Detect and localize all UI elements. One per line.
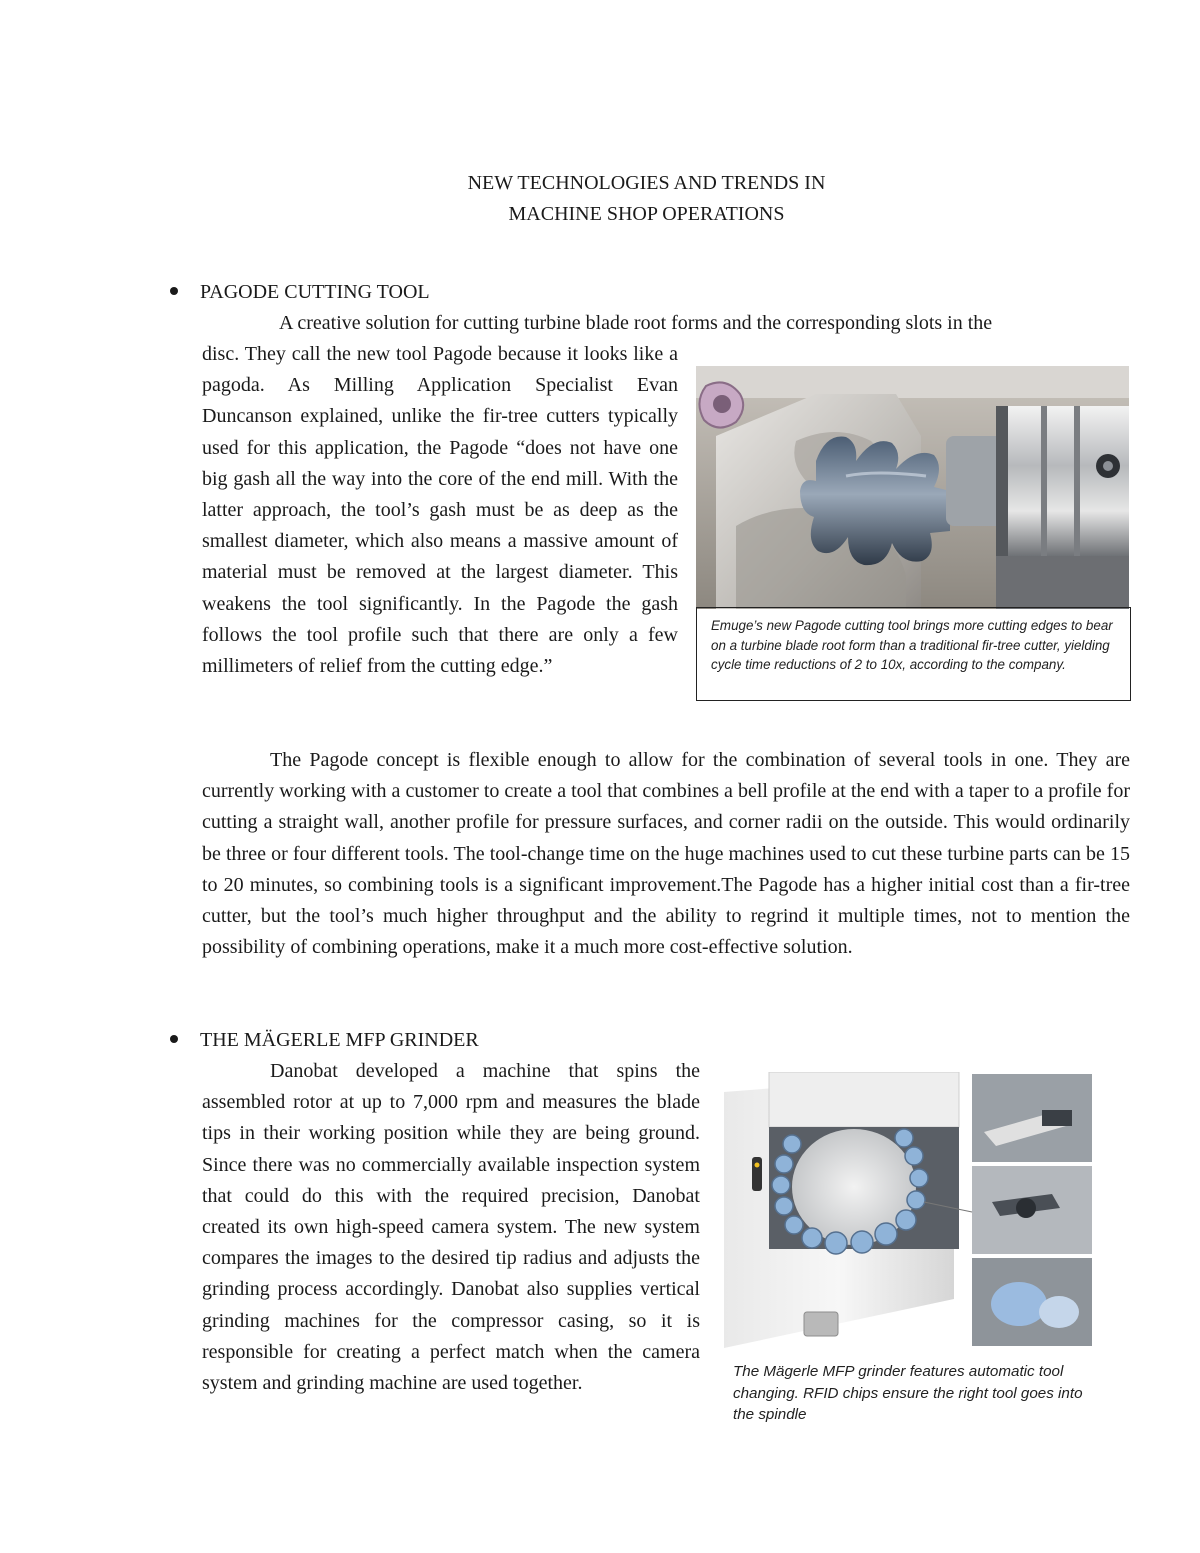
pagode-figure-caption: Emuge’s new Pagode cutting tool brings more cutting edges to bear on a turbine blade root form than a traditional fir-tree cutter, yielding cycle time reductions of 2 to 10x, according to the company. (696, 607, 1131, 701)
section-heading-text: PAGODE CUTTING TOOL (200, 281, 430, 303)
section-heading-text: THE MÄGERLE MFP GRINDER (200, 1029, 479, 1051)
pagode-intro-line: A creative solution for cutting turbine blade root forms and the corresponding slots in the (279, 312, 993, 334)
bullet-icon (170, 287, 178, 295)
grinder-figure-caption: The Mägerle MFP grinder features automatic tool changing. RFID chips ensure the right tool goes into the spindle (733, 1363, 1083, 1424)
pagode-paragraph: disc. They call the new tool Pagode because it looks like a pagoda. As Milling Application Specialist Evan Duncanson explained, unlike the fir-tree cutters typically used for this application, the Pagode “does not have one big gash all the way into the core of the end mill. With the latter approach, the tool’s gash must be as deep as the smallest diameter, which also means a massive amount of material must be removed at the largest diameter. This weakens the tool significantly. In the Pagode the gash follows the tool profile such that there are only a few millimeters of relief from the cutting edge.” (202, 343, 678, 678)
section-heading-grinder (170, 1026, 479, 1054)
bullet-icon (170, 1035, 178, 1043)
grinder-machine-photo (724, 1072, 1094, 1348)
pagode-paragraph-2: The Pagode concept is flexible enough to allow for the combination of several tools in one. They are currently working with a customer to create a tool that combines a bell profile at the end with a taper to a profile for cutting a straight wall, another profile for pressure surfaces, and corner radii on the outside. This would ordinarily be three or four different tools. The tool-change time on the huge machines used to cut these turbine parts can be 15 to 20 minutes, so combining tools is a significant improvement.The Pagode has a higher initial cost than a fir-tree cutter, but the tool’s much higher throughput and the ability to regrind it multiple times, not to mention the possibility of combining operations, make it a much more cost-effective solution. (202, 749, 1130, 959)
page-title-line-2: MACHINE SHOP OPERATIONS (508, 203, 785, 225)
section-heading-pagode (170, 278, 430, 306)
page-title-line-1: NEW TECHNOLOGIES AND TRENDS IN (467, 172, 826, 194)
grinder-paragraph: Danobat developed a machine that spins the assembled rotor at up to 7,000 rpm and measures the blade tips in their working position while they are being ground. Since there was no commercially available inspection system that could do this with the required precision, Danobat created its own high-speed camera system. The new system compares the images to the desired tip radius and adjusts the grinding process accordingly. Danobat also supplies vertical grinding machines for the compressor casing, so it is responsible for creating a perfect match when the camera system and grinding machine are used together. (202, 1060, 700, 1395)
pagode-tool-photo (696, 366, 1129, 609)
